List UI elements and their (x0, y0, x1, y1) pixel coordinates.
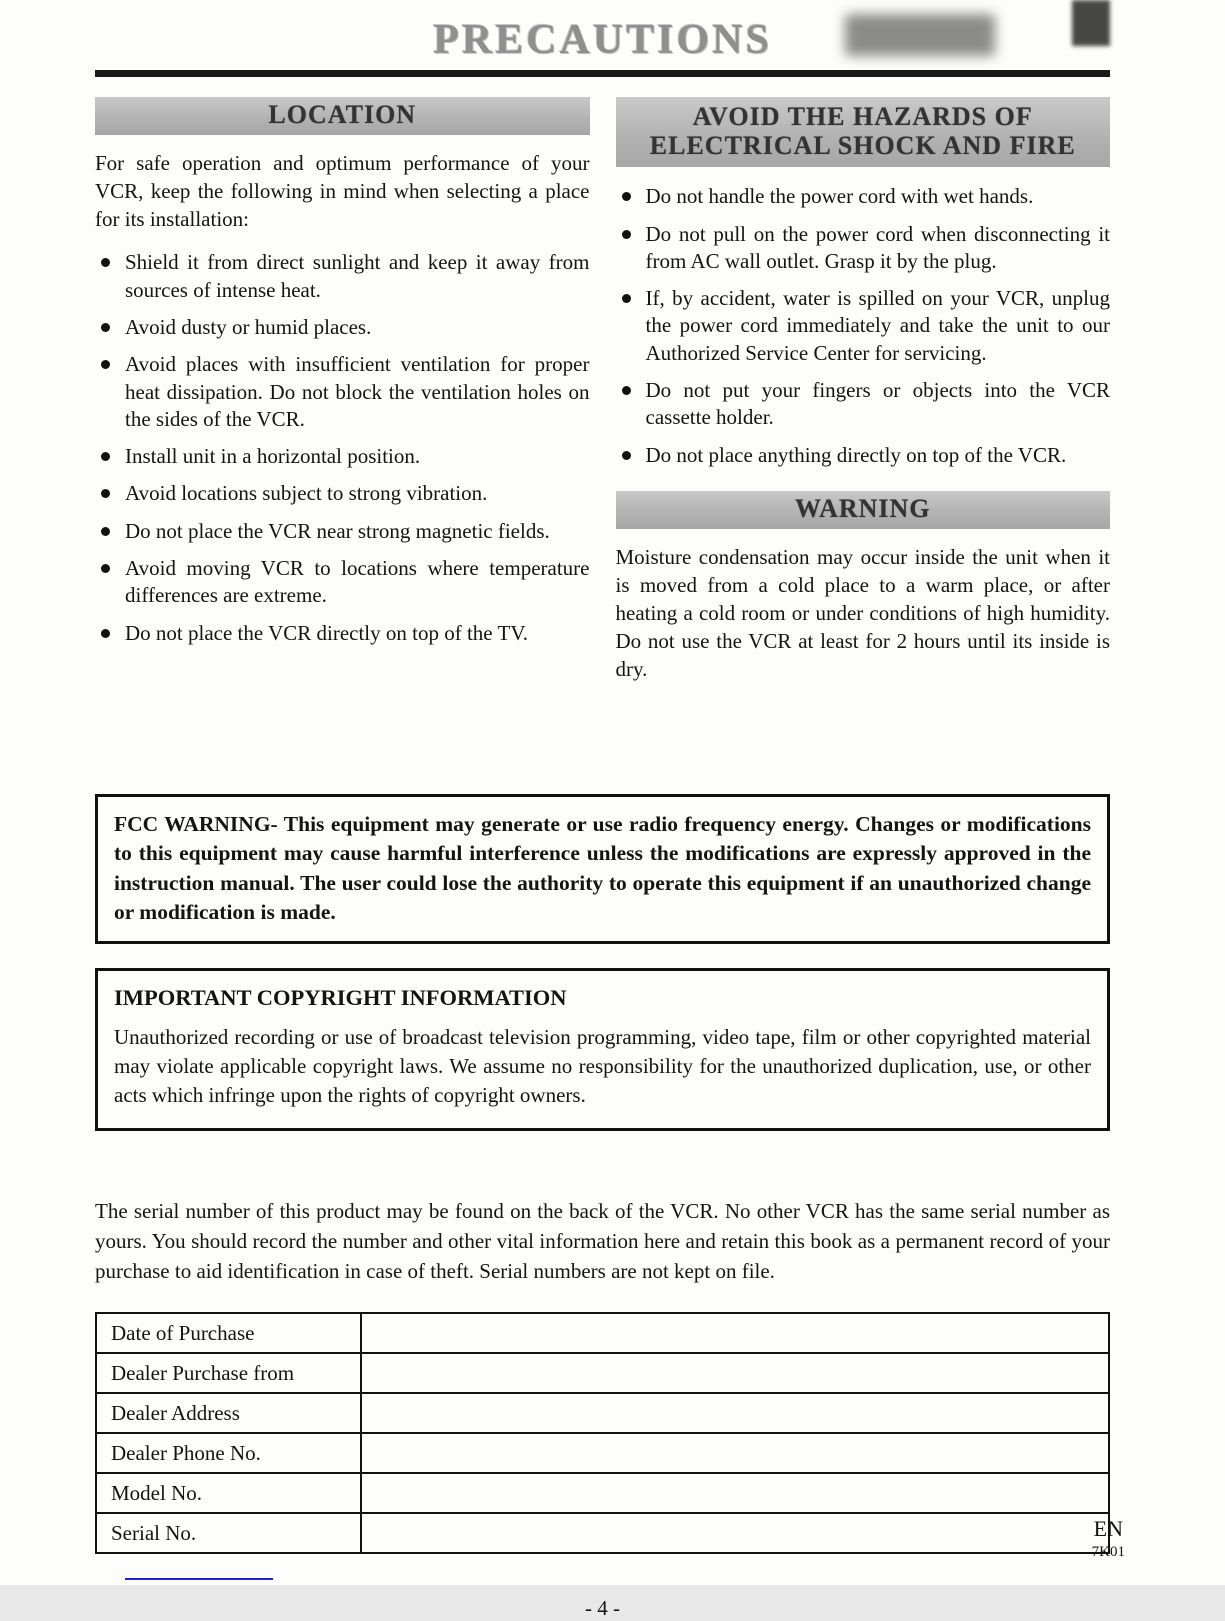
copyright-heading: IMPORTANT COPYRIGHT INFORMATION (114, 985, 567, 1011)
title-divider (95, 70, 1110, 77)
list-item: Avoid dusty or humid places. (125, 314, 590, 341)
hazards-heading-line1: AVOID THE HAZARDS OF (692, 102, 1033, 131)
warning-heading: WARNING (616, 491, 1111, 529)
row-label: Dealer Phone No. (96, 1433, 361, 1473)
table-row (96, 1313, 1109, 1353)
hazards-bullet-list (616, 183, 1111, 469)
row-label: Dealer Address (96, 1393, 361, 1433)
footer-right-block (1092, 1516, 1125, 1561)
list-item: If, by accident, water is spilled on your VCR, unplug the power cord immediately and take the unit to our Authorized Service Center for servicing. (646, 285, 1111, 367)
row-label: Serial No. (96, 1513, 361, 1553)
list-item: Avoid moving VCR to locations where temperature differences are extreme. (125, 555, 590, 610)
list-item: Avoid locations subject to strong vibration. (125, 480, 590, 507)
fcc-warning-text: FCC WARNING- This equipment may generate or use radio frequency energy. Changes or modifications to this equipment may cause harmful interference unless the modifications are expressly approved in the instruction manual. The user could lose the authority to operate this equipment if an unauthorized change or modification is made. (114, 811, 1091, 925)
list-item: Avoid places with insufficient ventilation for proper heat dissipation. Do not block the ventilation holes on the sides of the VCR. (125, 351, 590, 433)
list-item: Do not pull on the power cord when disconnecting it from AC wall outlet. Grasp it by the plug. (646, 221, 1111, 276)
list-item: Do not place the VCR directly on top of the TV. (125, 620, 590, 647)
footer-print-code: 7K01 (1091, 1544, 1125, 1560)
scan-blue-line-artifact (125, 1578, 273, 1580)
list-item: Install unit in a horizontal position. (125, 443, 590, 470)
list-item: Do not place anything directly on top of the VCR. (646, 442, 1111, 469)
row-value (361, 1393, 1109, 1433)
warning-section (616, 491, 1111, 684)
list-item: Do not handle the power cord with wet hands. (646, 183, 1111, 210)
purchase-record-table (95, 1312, 1110, 1554)
page-title: PRECAUTIONS (433, 17, 772, 63)
table-row (96, 1473, 1109, 1513)
row-label: Model No. (96, 1473, 361, 1513)
row-value (361, 1313, 1109, 1353)
row-value (361, 1353, 1109, 1393)
row-value (361, 1473, 1109, 1513)
serial-number-intro: The serial number of this product may be found on the back of the VCR. No other VCR has the same serial number as yours. You should record the number and other vital information here and retain this book as a permanent record of your purchase to aid identification in case of theft. Serial numbers are not kept on file. (95, 1199, 1110, 1283)
list-item: Do not put your fingers or objects into the VCR cassette holder. (646, 377, 1111, 432)
hazards-heading-line2: ELECTRICAL SHOCK AND FIRE (649, 131, 1076, 161)
list-item: Shield it from direct sunlight and keep it away from sources of intense heat. (125, 249, 590, 304)
footer-page-number: - 4 - (585, 1596, 620, 1621)
table-row (96, 1433, 1109, 1473)
copyright-body: Unauthorized recording or use of broadcast television programming, video tape, film or other copyrighted material may violate applicable copyright laws. We assume no responsibility for the unauthorized duplication, use, or other acts which infringe upon the rights of copyright owners. (114, 1025, 1091, 1108)
location-bullet-list (95, 249, 590, 647)
row-value (361, 1513, 1109, 1553)
table-row (96, 1513, 1109, 1553)
footer-language-code: EN (1093, 1516, 1123, 1541)
row-label: Dealer Purchase from (96, 1353, 361, 1393)
right-column (616, 97, 1111, 684)
table-row (96, 1353, 1109, 1393)
location-intro: For safe operation and optimum performance of your VCR, keep the following in mind when selecting a place for its installation: (95, 151, 590, 232)
list-item: Do not place the VCR near strong magnetic fields. (125, 518, 590, 545)
row-label: Date of Purchase (96, 1313, 361, 1353)
two-column-area (95, 97, 1110, 684)
hazards-heading (616, 97, 1111, 167)
location-heading: LOCATION (95, 97, 590, 135)
warning-body: Moisture condensation may occur inside the unit when it is moved from a cold place to a warm place, or after heating a cold room or under conditions of high humidity. Do not use the VCR at least for 2 hours until its inside is dry. (615, 544, 1110, 682)
copyright-box (95, 968, 1110, 1131)
table-row (96, 1393, 1109, 1433)
row-value (361, 1433, 1109, 1473)
left-column (95, 97, 590, 684)
fcc-warning-box (95, 794, 1110, 945)
